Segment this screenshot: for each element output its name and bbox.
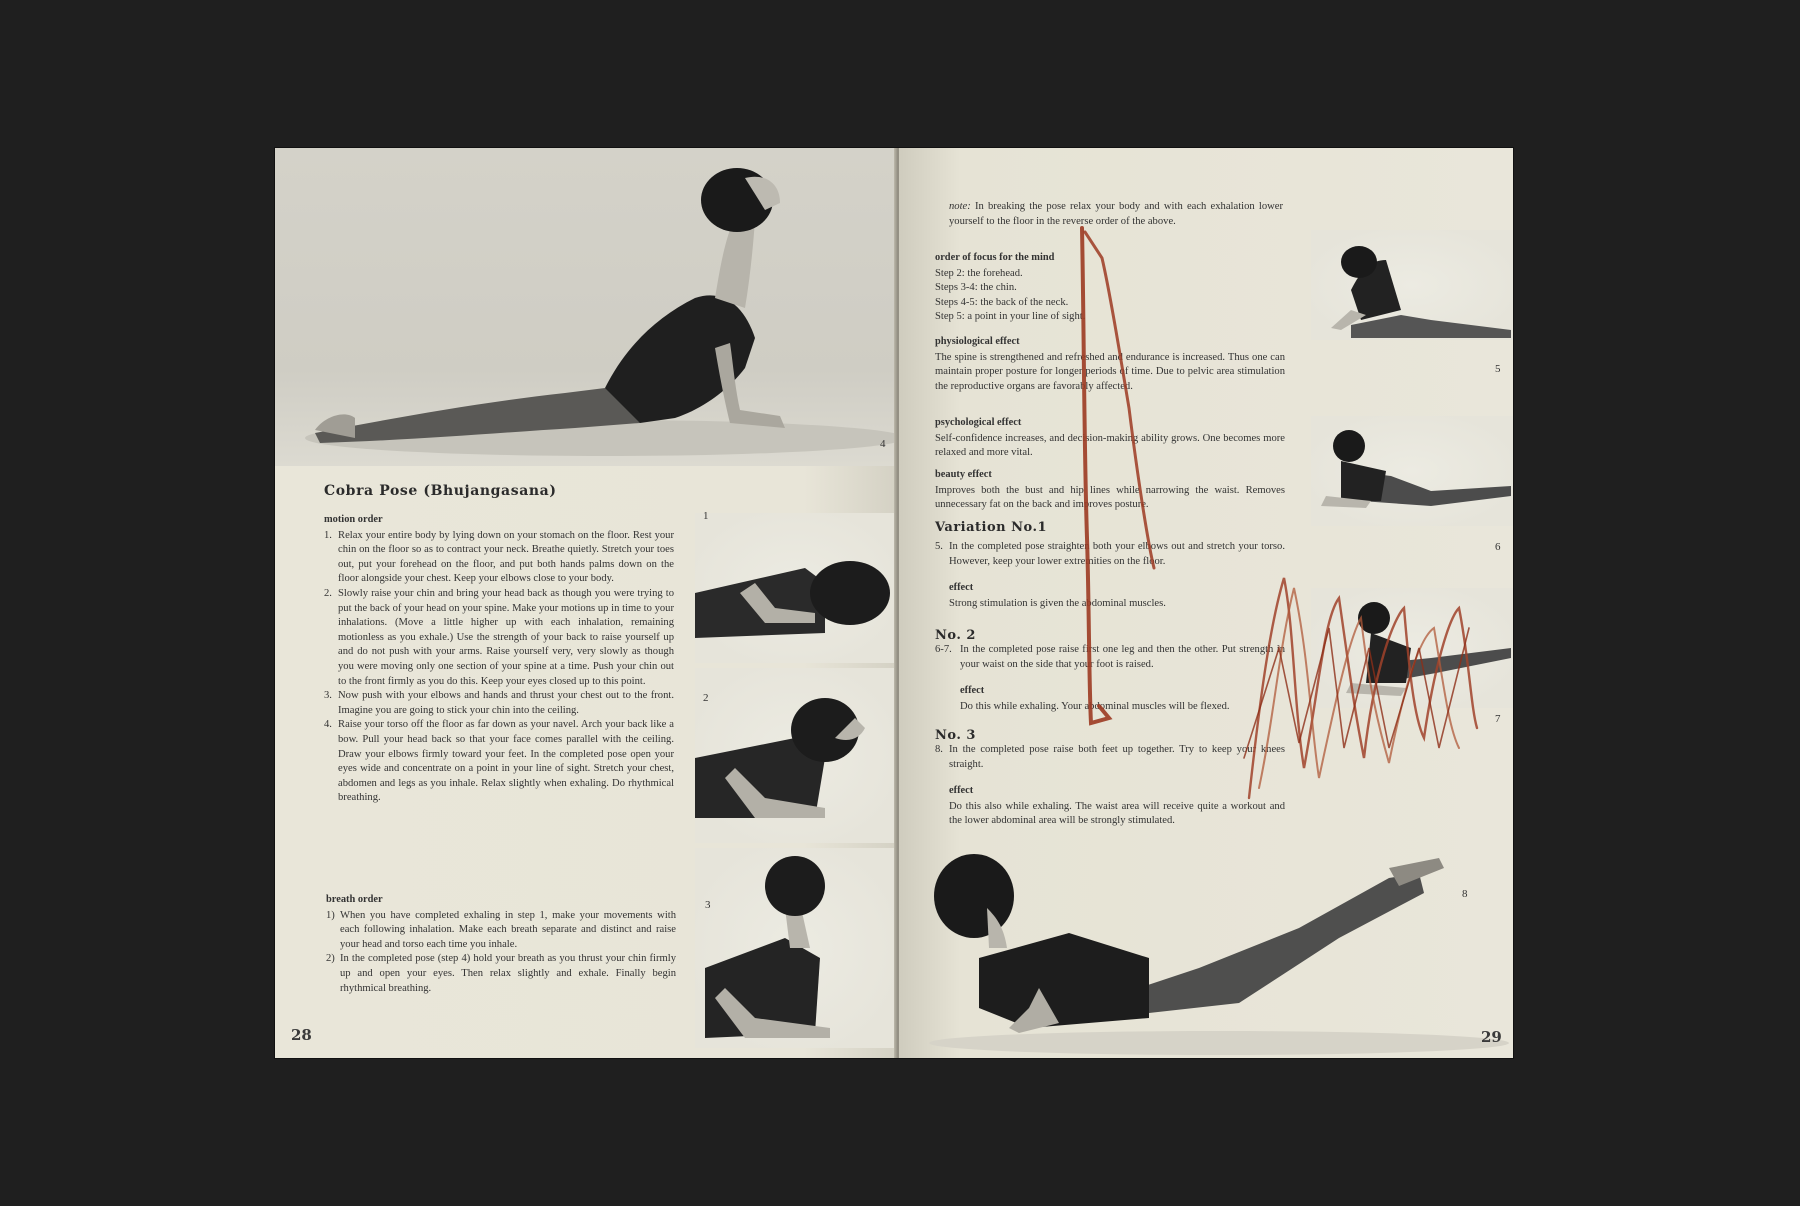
photo-number: 8: [1462, 888, 1468, 900]
cobra-pose-figure: [275, 148, 897, 466]
list-item: 8. In the completed pose raise both feet up together. Try to keep your knees straight.: [935, 744, 1285, 770]
variation-photo-7: [1311, 588, 1513, 708]
right-page: [899, 148, 1513, 1058]
hero-photo-cobra-pose: [275, 148, 897, 466]
list-item: 3. Now push with your elbows and hands and thrust your chest out to the front. Imagine you are going to stick your chin into the ceiling.: [324, 690, 674, 716]
section-heading: order of focus for the mind: [935, 252, 1055, 263]
list-item: 4. Raise your torso off the floor as far down as your navel. Arch your back like a bow. Pull your head back so that your face comes parallel with the ceiling. Draw your elbows firmly toward your feet. In the completed pose open your eyes wide and concentrate on a point in your line of sight. Stretch your chest, abdomen and legs as you inhale. Relax slightly when exhaling. Do rhythmical breathing.: [324, 719, 674, 804]
psychological-effect-section: psychological effect Self-confidence increases, and decision-making ability grows. One becomes more relaxed and more vital.: [935, 417, 1285, 459]
photo-number: 7: [1495, 713, 1501, 725]
list-item: 1) When you have completed exhaling in step 1, make your movements with each following inhalation. Make each breath separate and distinct and raise your head and torso each time you inhale.: [326, 909, 676, 950]
list-item: 2. Slowly raise your chin and bring your head back as though you were trying to put the back of your head on your spine. Make your motions up in time to your inhalations. (Move a little higher up with each inhalation, remaining motionless as you exhale.) Use the strength of your back to raise yourself up and do not push with your arms. Raise yourself very, very slowly as though you were moving only one section of your spine at a time. Push your chin out to the front firmly as you do this. Keep your eyes closed up to this point.: [324, 587, 674, 687]
motion-order-section: [324, 513, 674, 806]
variation-3-section: 8. In the completed pose raise both feet up together. Try to keep your knees straight. effect Do this also while exhaling. The waist area will receive quite a workout and the lower abdominal area will be strongly stimulated.: [935, 744, 1285, 827]
focus-section: order of focus for the mind Step 2: the forehead. Steps 3-4: the chin. Steps 4-5: the back of the neck. Step 5: a point in your line of sight.: [935, 251, 1285, 325]
variation-photo-8: [919, 838, 1513, 1058]
variation-1-title: Variation No.1: [935, 520, 1048, 535]
page-number: 29: [1481, 1028, 1502, 1046]
section-heading: breath order: [326, 894, 383, 905]
photo-number: 1: [703, 510, 709, 522]
step-photo-3: [695, 848, 895, 1048]
list-item: 1. Relax your entire body by lying down on your stomach on the floor. Rest your chin on the floor so as to contract your neck. Breathe quietly. Stretch your toes out, put your forehead on the floor, and put both hands palms down on the floor alongside your chest. Keep your elbows close to your body.: [324, 529, 674, 585]
variation-photo-6: [1311, 416, 1513, 526]
list-item: 6-7. In the completed pose raise first one leg and then the other. Put strength in your waist on the side that your foot is raised.: [935, 644, 1285, 670]
section-heading: effect: [949, 785, 974, 797]
step-photo-2: [695, 668, 895, 843]
note-text: note: In breaking the pose relax your body and with each exhalation lower yourself to the floor in the reverse order of the above.: [949, 201, 1283, 227]
variation-2-section: 6-7. In the completed pose raise first one leg and then the other. Put strength in your waist on the side that your foot is raised. effect Do this while exhaling. Your abdominal muscles will be flexed.: [935, 644, 1285, 712]
photo-number: 2: [703, 692, 709, 704]
variation-2-title: No. 2: [935, 628, 976, 643]
left-page: [275, 148, 897, 1058]
section-heading: physiological effect: [935, 336, 1020, 347]
variation-3-title: No. 3: [935, 728, 976, 743]
list-item: 5. In the completed pose straighten both your elbows out and stretch your torso. However, keep your lower extremities on the floor.: [935, 541, 1285, 567]
photo-number: 4: [880, 438, 886, 450]
breath-order-section: [326, 893, 676, 996]
step-photo-1: [695, 513, 895, 663]
book-spread: [275, 148, 1513, 1058]
photo-number: 6: [1495, 541, 1501, 553]
page-title: Cobra Pose (Bhujangasana): [324, 483, 557, 499]
variation-photo-5: [1311, 230, 1513, 340]
physiological-effect-section: physiological effect The spine is strengthened and refreshed and endurance is increased. Thus one can maintain proper posture for longer periods of time. Due to pelvic area stimulation the reproductive organs are favorably affected.: [935, 336, 1285, 392]
section-heading: effect: [949, 582, 974, 594]
section-heading: effect: [960, 685, 985, 697]
photo-number: 5: [1495, 363, 1501, 375]
page-number: 28: [291, 1026, 312, 1044]
list-item: 2) In the completed pose (step 4) hold your breath as you thrust your chin firmly up and open your eyes. Then relax slightly and exhale. Finally begin rhythmical breathing.: [326, 953, 676, 994]
beauty-effect-section: beauty effect Improves both the bust and hip lines while narrowing the waist. Removes unnecessary fat on the back and improves posture.: [935, 469, 1285, 511]
section-heading: beauty effect: [935, 469, 992, 480]
variation-1-section: 5. In the completed pose straighten both your elbows out and stretch your torso. However, keep your lower extremities on the floor. effect Strong stimulation is given the abdominal muscles.: [935, 541, 1285, 609]
photo-number: 3: [705, 899, 711, 911]
section-heading: psychological effect: [935, 417, 1022, 428]
section-heading: motion order: [324, 514, 383, 525]
